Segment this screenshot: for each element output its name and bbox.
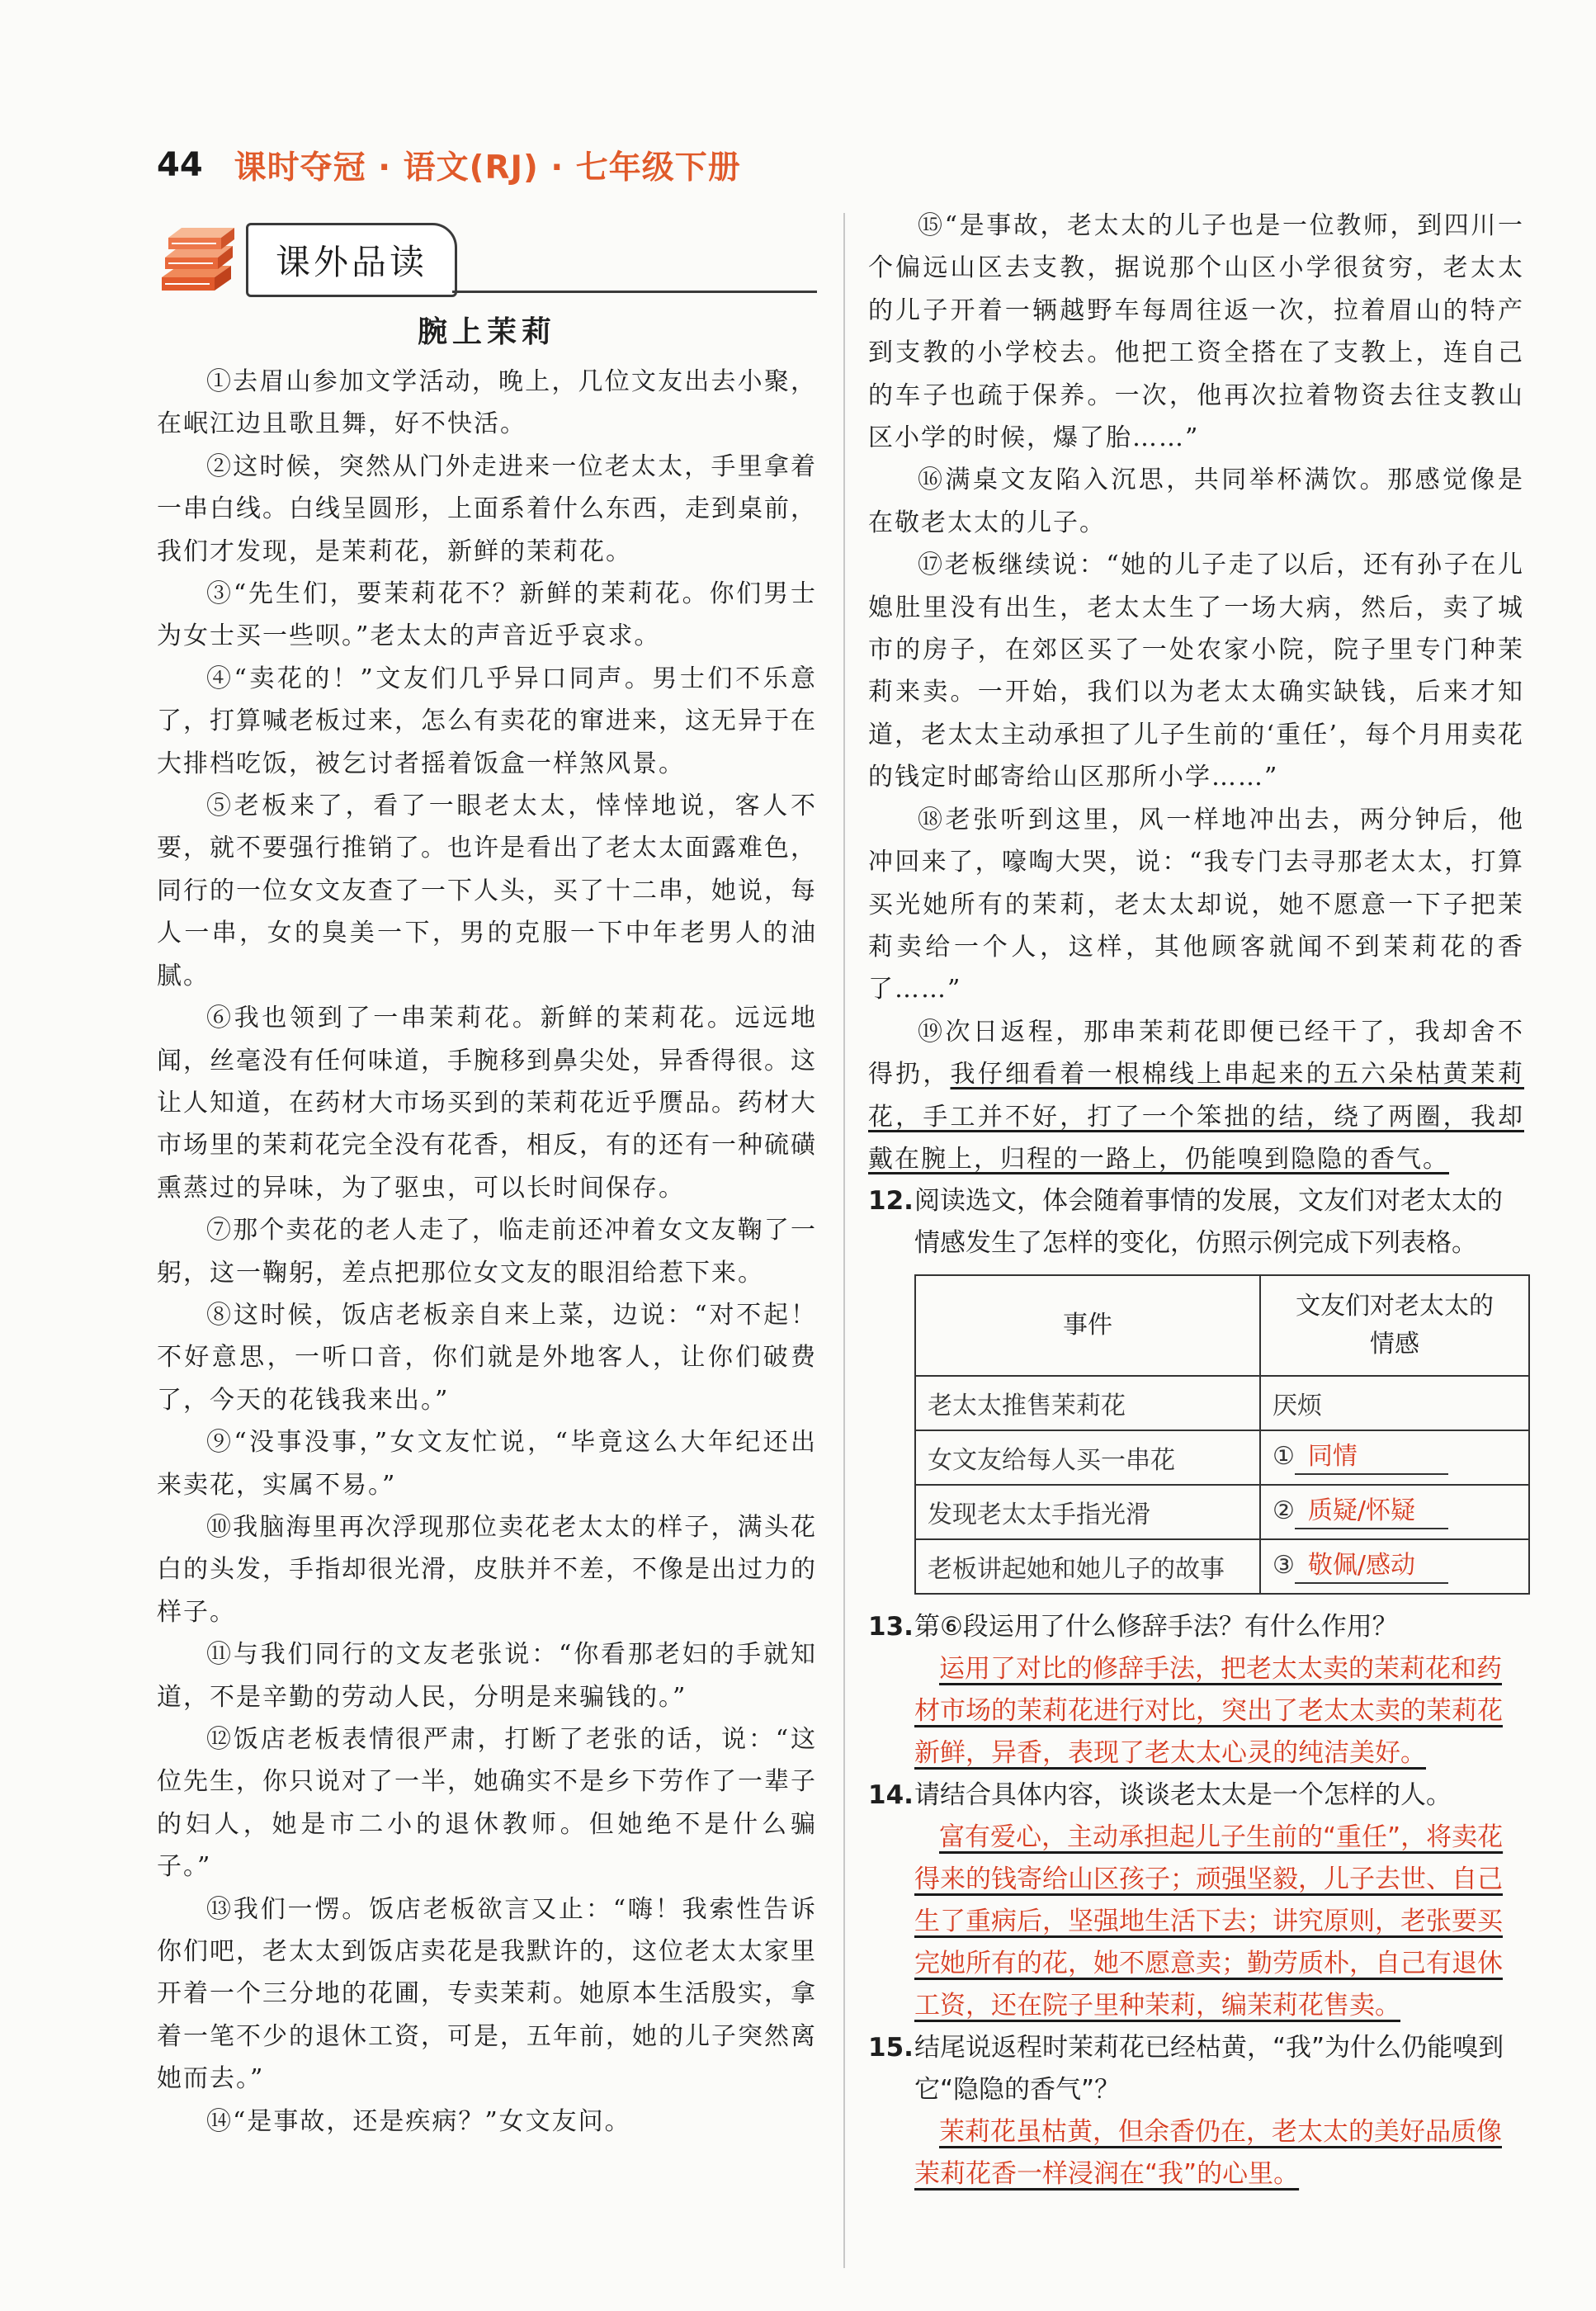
paragraph-9: ⑨“没事没事，”女文友忙说，“毕竟这么大年纪还出来卖花，实属不易。” xyxy=(157,1428,817,1500)
page-number: 44 xyxy=(157,146,203,184)
blank-marker: ② xyxy=(1273,1496,1295,1526)
paragraph-2: ②这时候，突然从门外走进来一位老太太，手里拿着一串白线。白线呈圆形，上面系着什么东西，走到桌前，我们才发现，是茉莉花，新鲜的茉莉花。 xyxy=(157,451,817,566)
article-title: 腕上茉莉 xyxy=(417,314,556,349)
answer-15[interactable] xyxy=(914,2111,1524,2195)
answer-15-text: 茉莉花虽枯黄，但余香仍在，老太太的美好品质像茉莉花香一样浸润在“我”的心里。 xyxy=(914,2117,1502,2190)
answer-14-text: 富有爱心，主动承担起儿子生前的“重任”，将卖花得来的钱寄给山区孩子；顽强坚毅，儿子去世、自己生了重病后，坚强地生活下去；讲究原则，老张要买完她所有的花，她不愿意卖；勤劳质朴，自己有退休工资，还在院子里种茉莉，编茉莉花售卖。 xyxy=(914,1822,1504,2021)
table-cell-feeling xyxy=(1260,1539,1529,1594)
answer-blank-1[interactable]: 同情 xyxy=(1295,1440,1448,1475)
table-cell-feeling xyxy=(1260,1485,1529,1539)
paragraph-3: ③“先生们，要茉莉花不？新鲜的茉莉花。你们男士为女士买一些呗。”老太太的声音近乎哀求。 xyxy=(157,579,817,651)
paragraph-7: ⑦那个卖花的老人走了，临走前还冲着女文友鞠了一躬，这一鞠躬，差点把那位女文友的眼泪给惹下来。 xyxy=(157,1216,817,1288)
section-rule xyxy=(452,291,817,293)
blank-marker: ① xyxy=(1273,1442,1295,1472)
paragraph-16: ⑯满桌文友陷入沉思，共同举杯满饮。那感觉像是在敬老太太的儿子。 xyxy=(868,466,1524,537)
question-14 xyxy=(868,1775,1524,1817)
page-header xyxy=(157,140,741,190)
question-13 xyxy=(868,1606,1524,1648)
paragraph-19-prefix: ⑲次日返程，那串茉莉花即便已经干了，我却舍不得扔， xyxy=(868,1017,1524,1089)
table-cell-event: 老太太推售茉莉花 xyxy=(915,1376,1260,1430)
paragraph-15: ⑮“是事故，老太太的儿子也是一位教师，到四川一个偏远山区去支教，据说那个山区小学很贫穷，老太太的儿子开着一辆越野车每周往返一次，拉着眉山的特产到支教的小学校去。他把工资全搭在了支教上，连自己的车子也疏于保养。一次，他再次拉着物资去往支教山区小学的时候，爆了胎……” xyxy=(868,211,1524,453)
paragraph-11: ⑪与我们同行的文友老张说：“你看那老妇的手就知道，不是辛勤的劳动人民，分明是来骗钱的。” xyxy=(157,1640,817,1712)
paragraph-6: ⑥我也领到了一串茉莉花。新鲜的茉莉花。远远地闻，丝毫没有任何味道，手腕移到鼻尖处，异香得很。这让人知道，在药材大市场买到的茉莉花近乎赝品。药材大市场里的茉莉花完全没有花香，相反，有的还有一种硫磺熏蒸过的异味，为了驱虫，可以长时间保存。 xyxy=(157,1004,817,1203)
answer-blank-3[interactable]: 敬佩/感动 xyxy=(1295,1549,1448,1584)
section-label-box xyxy=(246,223,457,297)
question-14-number: 14. xyxy=(868,1780,914,1811)
table-cell-feeling: 厌烦 xyxy=(1260,1376,1529,1430)
paragraph-18: ⑱老张听到这里，风一样地冲出去，两分钟后，他冲回来了，嚎啕大哭，说：“我专门去寻那老太太，打算买光她所有的茉莉，老太太却说，她不愿意一下子把茉莉卖给一个人，这样，其他顾客就闻不到茉莉花的香了……” xyxy=(868,805,1524,1004)
question-12-number: 12. xyxy=(868,1186,914,1217)
question-15-text: 结尾说返程时茉莉花已经枯黄，“我”为什么仍能嗅到它“隐隐的香气”？ xyxy=(914,2033,1504,2105)
paragraph-5: ⑤老板来了，看了一眼老太太，悻悻地说，客人不要，就不要强行推销了。也许是看出了老太太面露难色，同行的一位女文友查了一下人头，买了十二串，她说，每人一串，女的臭美一下，男的克服一下中年老男人的油腻。 xyxy=(157,792,817,990)
paragraph-14: ⑭“是事故，还是疾病？”女文友问。 xyxy=(206,2106,631,2136)
left-column xyxy=(157,213,817,2143)
paragraph-13: ⑬我们一愣。饭店老板欲言又止：“嗨！我索性告诉你们吧，老太太到饭店卖花是我默许的，这位老太太家里开着一个三分地的花圃，专卖茉莉。她原本生活殷实，拿着一笔不少的退休工资，可是，五年前，她的儿子突然离她而去。” xyxy=(157,1894,817,2094)
paragraph-10: ⑩我脑海里再次浮现那位卖花老太太的样子，满头花白的头发，手指却很光滑，皮肤并不差，不像是出过力的样子。 xyxy=(157,1512,817,1627)
table-row xyxy=(915,1539,1529,1594)
right-column xyxy=(868,205,1524,2195)
paragraph-12: ⑫饭店老板表情很严肃，打断了老张的话，说：“这位先生，你只说对了一半，她确实不是乡下劳作了一辈子的妇人，她是市二小的退休教师。但她绝不是什么骗子。” xyxy=(157,1725,817,1882)
books-stack-icon xyxy=(157,220,236,299)
paragraph-1: ①去眉山参加文学活动，晚上，几位文友出去小聚，在岷江边且歌且舞，好不快活。 xyxy=(157,367,817,439)
table-header-feeling: 文友们对老太太的情感 xyxy=(1260,1275,1529,1376)
table-row xyxy=(915,1485,1529,1539)
question-12-text: 阅读选文，体会随着事情的发展，文友们对老太太的情感发生了怎样的变化，仿照示例完成下列表格。 xyxy=(914,1186,1503,1259)
table-cell-event: 女文友给每人买一串花 xyxy=(915,1430,1260,1485)
table-header-row xyxy=(915,1275,1529,1376)
answer-14[interactable] xyxy=(914,1817,1524,2027)
section-label: 课外品读 xyxy=(275,242,427,282)
question-13-text: 第⑥段运用了什么修辞手法？有什么作用？ xyxy=(914,1612,1398,1642)
question-12 xyxy=(868,1180,1524,1264)
book-title: 课时夺冠 · 语文(RJ) · 七年级下册 xyxy=(234,149,741,187)
paragraph-19-underlined: 我仔细看着一根棉线上串起来的五六朵枯黄茉莉花，手工并不好，打了一个笨拙的结，绕了两圈，我却戴在腕上，归程的一路上，仍能嗅到隐隐的香气。 xyxy=(868,1060,1525,1174)
blank-marker: ③ xyxy=(1273,1551,1295,1581)
table-header-event: 事件 xyxy=(915,1275,1260,1376)
table-row xyxy=(915,1430,1529,1485)
table-cell-event: 发现老太太手指光滑 xyxy=(915,1485,1260,1539)
table-row xyxy=(915,1376,1529,1430)
section-header xyxy=(157,213,817,304)
answer-13[interactable] xyxy=(914,1648,1524,1775)
paragraph-4: ④“卖花的！”文友们几乎异口同声。男士们不乐意了，打算喊老板过来，怎么有卖花的窜进来，这无异于在大排档吃饭，被乞讨者摇着饭盒一样煞风景。 xyxy=(157,664,817,778)
question-15 xyxy=(868,2027,1524,2111)
emotion-table xyxy=(914,1274,1530,1595)
question-14-text: 请结合具体内容，谈谈老太太是一个怎样的人。 xyxy=(914,1780,1452,1811)
table-cell-feeling xyxy=(1260,1430,1529,1485)
table-cell-event: 老板讲起她和她儿子的故事 xyxy=(915,1539,1260,1594)
column-divider xyxy=(843,213,845,2268)
answer-13-text: 运用了对比的修辞手法，把老太太卖的茉莉花和药材市场的茉莉花进行对比，突出了老太太卖的茉莉花新鲜，异香，表现了老太太心灵的纯洁美好。 xyxy=(914,1654,1503,1769)
answer-blank-2[interactable]: 质疑/怀疑 xyxy=(1295,1495,1448,1529)
paragraph-19 xyxy=(868,1011,1524,1181)
question-15-number: 15. xyxy=(868,2033,914,2063)
paragraph-8: ⑧这时候，饭店老板亲自来上菜，边说：“对不起！不好意思，一听口音，你们就是外地客人，让你们破费了，今天的花钱我来出。” xyxy=(157,1300,817,1415)
question-13-number: 13. xyxy=(868,1612,914,1642)
paragraph-17: ⑰老板继续说：“她的儿子走了以后，还有孙子在儿媳肚里没有出生，老太太生了一场大病，然后，卖了城市的房子，在郊区买了一处农家小院，院子里专门种茉莉来卖。一开始，我们以为老太太确实缺钱，后来才知道，老太太主动承担了儿子生前的‘重任’，每个月用卖花的钱定时邮寄给山区那所小学……” xyxy=(868,551,1524,792)
